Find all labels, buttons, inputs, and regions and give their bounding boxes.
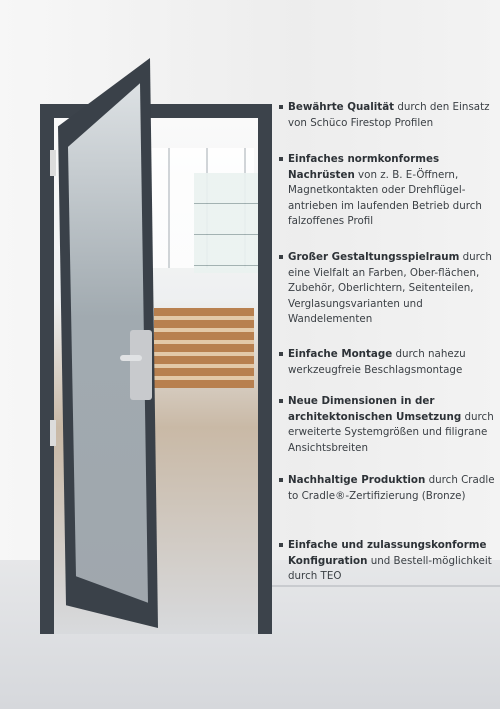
feature-title: Nachhaltige Produktion — [288, 474, 426, 486]
feature-item — [279, 394, 500, 456]
feature-title: Großer Gestaltungsspielraum — [288, 251, 460, 263]
feature-title: Einfache und zulassungskonforme Konfiguration — [288, 539, 487, 567]
door-handle-plate — [130, 330, 152, 400]
feature-item — [279, 100, 500, 131]
feature-item — [279, 347, 500, 378]
feature-text: durch eine Vielfalt an Farben, Ober-flächen, Zubehör, Oberlichtern, Seitenteilen, Verglasungsvarianten und Wandelementen — [288, 251, 492, 326]
feature-title: Einfaches normkonformes Nachrüsten — [288, 153, 440, 181]
feature-item — [279, 473, 500, 504]
feature-title: Bewährte Qualität — [288, 101, 395, 113]
floor-edge — [262, 585, 500, 587]
feature-title: Neue Dimensionen in der architektonischen Umsetzung — [288, 395, 462, 423]
feature-text: durch nahezu werkzeugfreie Beschlagsmontage — [288, 348, 466, 376]
feature-item — [279, 152, 500, 230]
feature-item — [279, 250, 500, 328]
feature-title: Einfache Montage — [288, 348, 393, 360]
feature-text: von z. B. E-Öffnern, Magnetkontakten oder Drehflügel-antrieben im laufenden Betrieb durch falzoffenes Profil — [288, 168, 482, 228]
feature-text: durch Cradle to Cradle®-Zertifizierung (Bronze) — [288, 474, 495, 502]
feature-item — [279, 538, 500, 585]
feature-text: und Bestell-möglichkeit durch TEO — [288, 554, 492, 583]
feature-text: durch erweiterte Systemgrößen und filigrane Ansichtsbreiten — [288, 410, 494, 454]
hinge-bottom — [50, 420, 56, 446]
door-handle-lever — [120, 355, 142, 361]
hinge-top — [50, 150, 56, 176]
feature-text: durch den Einsatz von Schüco Firestop Profilen — [288, 101, 490, 129]
